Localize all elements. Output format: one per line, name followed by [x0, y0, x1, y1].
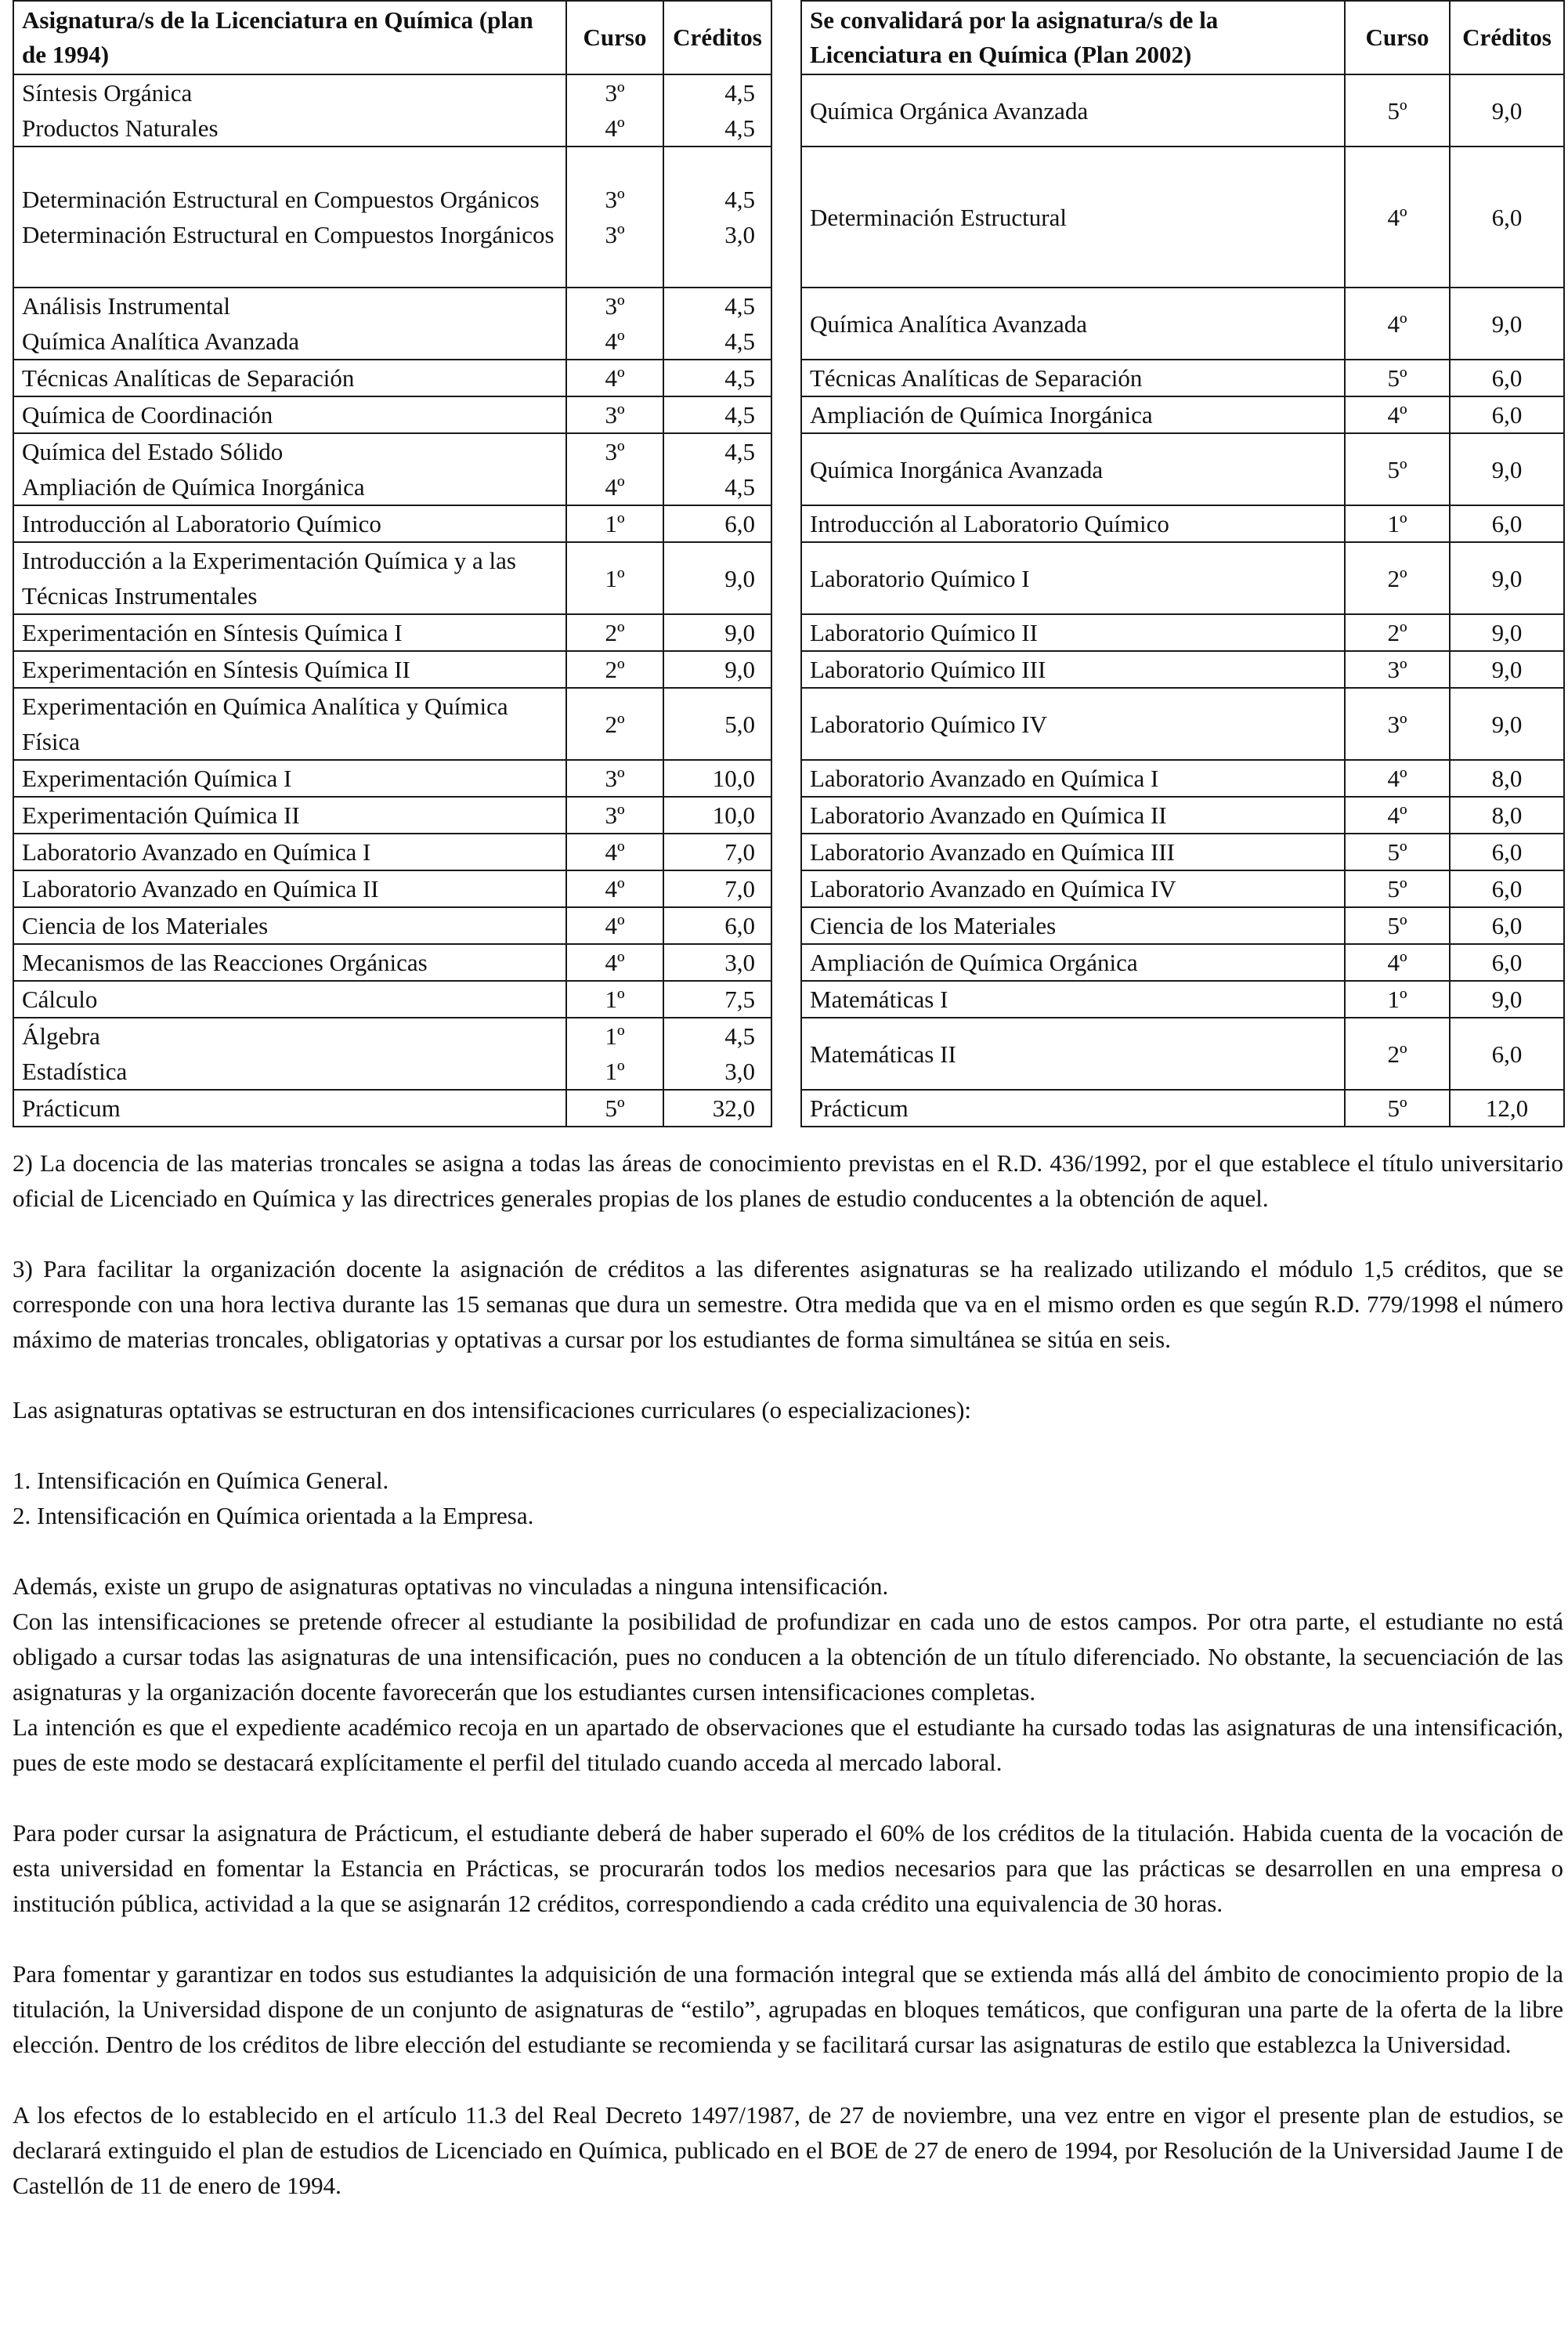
table-row	[13, 1090, 771, 1127]
table-row	[801, 433, 1564, 505]
table-row	[801, 870, 1564, 907]
curso-cell: 4º	[1345, 288, 1450, 360]
curso-line: 1º	[605, 564, 625, 592]
subject-line: Estadística	[22, 1058, 128, 1085]
subject-cell: Laboratorio Químico IV	[801, 688, 1345, 760]
curso-cell: 5º	[1345, 74, 1450, 147]
subject-line: Química de Coordinación	[22, 401, 273, 429]
table-row	[801, 688, 1564, 760]
subject-cell	[13, 614, 566, 651]
subject-line: Prácticum	[22, 1094, 121, 1122]
subject-cell	[13, 834, 566, 870]
subject-cell	[13, 1018, 566, 1090]
creditos-line: 7,0	[724, 875, 755, 903]
curso-line: 1º	[605, 1058, 625, 1085]
subject-cell: Química Inorgánica Avanzada	[801, 433, 1345, 505]
creditos-cell	[663, 396, 771, 433]
creditos-cell	[663, 760, 771, 797]
subject-line: Experimentación Química I	[22, 765, 292, 792]
creditos-cell	[663, 688, 771, 760]
curso-line: 3º	[605, 438, 625, 465]
curso-cell	[566, 688, 663, 760]
curso-line: 1º	[605, 510, 625, 537]
subject-cell	[13, 74, 566, 147]
subject-line: Síntesis Orgánica	[22, 79, 193, 107]
table-row	[13, 1018, 771, 1090]
creditos-line: 10,0	[712, 801, 755, 829]
curso-cell: 5º	[1345, 360, 1450, 396]
table-row	[13, 147, 771, 288]
table-row	[13, 760, 771, 797]
curso-line: 3º	[605, 401, 625, 429]
subject-line: Técnicas Analíticas de Separación	[22, 364, 355, 392]
table-row	[13, 981, 771, 1018]
creditos-cell: 9,0	[1450, 651, 1564, 688]
creditos-cell	[663, 542, 771, 614]
curso-cell	[566, 907, 663, 944]
curso-cell	[566, 614, 663, 651]
curso-line: 2º	[605, 656, 625, 683]
creditos-line: 4,5	[724, 292, 755, 320]
subject-cell	[13, 907, 566, 944]
subject-cell: Ampliación de Química Inorgánica	[801, 396, 1345, 433]
curso-line: 5º	[605, 1094, 625, 1122]
table-row	[13, 944, 771, 981]
curso-cell: 1º	[1345, 505, 1450, 542]
creditos-cell: 8,0	[1450, 797, 1564, 834]
table-row	[13, 688, 771, 760]
subject-cell	[13, 944, 566, 981]
subject-cell: Laboratorio Avanzado en Química II	[801, 797, 1345, 834]
subject-cell: Laboratorio Químico III	[801, 651, 1345, 688]
curso-cell	[566, 360, 663, 396]
creditos-line: 10,0	[712, 765, 755, 792]
creditos-line: 4,5	[724, 438, 755, 465]
curso-line: 4º	[605, 327, 625, 355]
paragraph-creditos: 3) Para facilitar la organización docente la asignación de créditos a las diferentes asignaturas se ha realizado utilizando el módulo 1,5 créditos, que se corresponde con una hora lectiva durante las 15 semanas que dura un semestre. Otra medida que va en el mismo orden es que según R.D. 779/1998 el número máximo de materias troncales, obligatorias y optativas a cursar por los estudiantes de forma simultánea se sitúa en seis.	[13, 1255, 1563, 1353]
curso-line: 4º	[605, 875, 625, 903]
creditos-cell	[663, 834, 771, 870]
creditos-cell: 6,0	[1450, 505, 1564, 542]
curso-line: 2º	[605, 619, 625, 646]
table-row	[801, 944, 1564, 981]
paragraph-extincion: A los efectos de lo establecido en el artículo 11.3 del Real Decreto 1497/1987, de 27 de noviembre, una vez entre en vigor el presente plan de estudios, se declarará extinguido el plan de estudios de Licenciado en Química, publicado en el BOE de 27 de enero de 1994, por Resolución de la Universidad Jaume I de Castellón de 11 de enero de 1994.	[13, 2101, 1563, 2199]
curso-line: 4º	[605, 364, 625, 392]
creditos-cell: 9,0	[1450, 688, 1564, 760]
creditos-cell: 9,0	[1450, 542, 1564, 614]
curso-cell: 5º	[1345, 870, 1450, 907]
subject-line: Mecanismos de las Reacciones Orgánicas	[22, 949, 428, 976]
header-curso: Curso	[566, 1, 663, 74]
creditos-cell: 9,0	[1450, 433, 1564, 505]
creditos-line: 4,5	[724, 114, 755, 142]
table-row	[13, 907, 771, 944]
curso-line: 4º	[605, 912, 625, 939]
convalidation-tables	[13, 0, 1563, 1122]
creditos-line: 5,0	[724, 710, 755, 738]
subject-cell: Ampliación de Química Orgánica	[801, 944, 1345, 981]
subject-cell: Matemáticas I	[801, 981, 1345, 1018]
creditos-cell	[663, 981, 771, 1018]
subject-cell: Laboratorio Avanzado en Química III	[801, 834, 1345, 870]
curso-cell: 4º	[1345, 797, 1450, 834]
subject-cell	[13, 688, 566, 760]
header-creditos: Créditos	[1450, 1, 1564, 74]
subject-line: Laboratorio Avanzado en Química II	[22, 875, 379, 903]
curso-line: 3º	[605, 292, 625, 320]
creditos-cell	[663, 651, 771, 688]
creditos-cell: 6,0	[1450, 944, 1564, 981]
subject-line: Química del Estado Sólido	[22, 438, 284, 465]
creditos-cell: 8,0	[1450, 760, 1564, 797]
subject-line: Experimentación Química II	[22, 801, 300, 829]
subject-line: Ampliación de Química Inorgánica	[22, 473, 365, 501]
creditos-line: 4,5	[724, 473, 755, 501]
subject-cell	[13, 360, 566, 396]
curso-cell: 5º	[1345, 907, 1450, 944]
subject-line: Determinación Estructural en Compuestos Inorgánicos	[22, 221, 555, 248]
subject-line: Productos Naturales	[22, 114, 219, 142]
table-row	[13, 651, 771, 688]
table-row	[801, 834, 1564, 870]
curso-cell: 2º	[1345, 542, 1450, 614]
curso-cell	[566, 542, 663, 614]
table-row	[801, 907, 1564, 944]
curso-cell: 3º	[1345, 688, 1450, 760]
curso-line: 3º	[605, 801, 625, 829]
curso-cell	[566, 147, 663, 288]
creditos-cell	[663, 147, 771, 288]
header-subject: Asignatura/s de la Licenciatura en Química (plan de 1994)	[13, 1, 566, 74]
table-row	[13, 797, 771, 834]
subject-cell: Laboratorio Avanzado en Química IV	[801, 870, 1345, 907]
creditos-line: 4,5	[724, 327, 755, 355]
curso-cell: 2º	[1345, 1018, 1450, 1090]
curso-cell	[566, 505, 663, 542]
paragraph-optativas: Las asignaturas optativas se estructuran en dos intensificaciones curriculares (o especializaciones):	[13, 1396, 972, 1424]
creditos-cell	[663, 614, 771, 651]
creditos-line: 4,5	[724, 186, 755, 213]
curso-cell	[566, 760, 663, 797]
creditos-cell	[663, 288, 771, 360]
table-row	[801, 74, 1564, 147]
list-item: 1. Intensificación en Química General.	[13, 1467, 389, 1494]
curso-cell: 5º	[1345, 834, 1450, 870]
creditos-cell: 6,0	[1450, 147, 1564, 288]
curso-cell: 1º	[1345, 981, 1450, 1018]
subject-line: Cálculo	[22, 986, 98, 1013]
subject-line: Introducción al Laboratorio Químico	[22, 510, 381, 537]
table-row	[13, 360, 771, 396]
curso-cell: 3º	[1345, 651, 1450, 688]
creditos-line: 3,0	[724, 949, 755, 976]
curso-line: 4º	[605, 114, 625, 142]
subject-line: Química Analítica Avanzada	[22, 327, 300, 355]
table-row	[13, 542, 771, 614]
creditos-cell: 6,0	[1450, 907, 1564, 944]
curso-line: 4º	[605, 473, 625, 501]
curso-line: 3º	[605, 765, 625, 792]
curso-line: 1º	[605, 1022, 625, 1050]
subject-cell: Química Analítica Avanzada	[801, 288, 1345, 360]
subject-cell	[13, 288, 566, 360]
table-row	[801, 651, 1564, 688]
subject-cell: Determinación Estructural	[801, 147, 1345, 288]
table-row	[801, 147, 1564, 288]
subject-line: Introducción a la Experimentación Química y a las Técnicas Instrumentales	[22, 547, 516, 610]
curso-line: 1º	[605, 986, 625, 1013]
subject-cell: Técnicas Analíticas de Separación	[801, 360, 1345, 396]
creditos-line: 9,0	[724, 564, 755, 592]
creditos-cell	[663, 74, 771, 147]
curso-line: 4º	[605, 949, 625, 976]
curso-line: 4º	[605, 838, 625, 866]
curso-cell	[566, 797, 663, 834]
creditos-line: 4,5	[724, 401, 755, 429]
curso-cell	[566, 74, 663, 147]
subject-cell	[13, 542, 566, 614]
creditos-cell	[663, 870, 771, 907]
subject-line: Análisis Instrumental	[22, 292, 231, 320]
paragraph-practicum: Para poder cursar la asignatura de Prácticum, el estudiante deberá de haber superado el 60% de los créditos de la titulación. Habida cuenta de la vocación de esta universidad en fomentar la Estancia en Prácticas, se procurarán todos los medios necesarios para que las prácticas se desarrollen en una empresa o institución pública, actividad a la que se asignarán 12 créditos, correspondiendo a cada crédito una equivalencia de 30 horas.	[13, 1819, 1563, 1917]
creditos-cell: 12,0	[1450, 1090, 1564, 1127]
subject-cell	[13, 651, 566, 688]
table-row	[801, 981, 1564, 1018]
table-row	[13, 396, 771, 433]
subject-cell: Introducción al Laboratorio Químico	[801, 505, 1345, 542]
creditos-line: 4,5	[724, 364, 755, 392]
creditos-cell	[663, 360, 771, 396]
table-row	[13, 74, 771, 147]
creditos-cell: 6,0	[1450, 1018, 1564, 1090]
table-row	[13, 834, 771, 870]
paragraph-intensificaciones: Con las intensificaciones se pretende ofrecer al estudiante la posibilidad de profundizar en cada uno de estos campos. Por otra parte, el estudiante no está obligado a cursar todas las asignaturas de una intensificación, pues no conducen a la obtención de un título diferenciado. No obstante, la secuenciación de las asignaturas y la organización docente favorecerán que los estudiantes cursen intensificaciones completas.	[13, 1608, 1563, 1706]
table-row	[13, 870, 771, 907]
table-row	[13, 433, 771, 505]
subject-line: Laboratorio Avanzado en Química I	[22, 838, 371, 866]
subject-cell: Química Orgánica Avanzada	[801, 74, 1345, 147]
subject-line: Ciencia de los Materiales	[22, 912, 269, 939]
subject-cell	[13, 870, 566, 907]
body-text	[13, 1145, 1563, 2238]
creditos-line: 4,5	[724, 1022, 755, 1050]
creditos-cell: 6,0	[1450, 834, 1564, 870]
creditos-cell: 9,0	[1450, 74, 1564, 147]
curso-cell	[566, 288, 663, 360]
creditos-line: 6,0	[724, 510, 755, 537]
creditos-line: 32,0	[712, 1094, 755, 1122]
creditos-cell: 9,0	[1450, 981, 1564, 1018]
curso-line: 3º	[605, 221, 625, 248]
curso-cell: 4º	[1345, 944, 1450, 981]
curso-cell: 2º	[1345, 614, 1450, 651]
header-subject: Se convalidará por la asignatura/s de la Licenciatura en Química (Plan 2002)	[801, 1, 1345, 74]
curso-cell	[566, 1018, 663, 1090]
curso-cell: 4º	[1345, 147, 1450, 288]
table-row	[801, 360, 1564, 396]
creditos-cell: 9,0	[1450, 614, 1564, 651]
table-row	[801, 1018, 1564, 1090]
subject-line: Experimentación en Química Analítica y Química Física	[22, 693, 508, 755]
curso-cell	[566, 834, 663, 870]
list-item: 2. Intensificación en Química orientada a la Empresa.	[13, 1502, 534, 1529]
subject-cell: Laboratorio Químico I	[801, 542, 1345, 614]
subject-line: Experimentación en Síntesis Química II	[22, 656, 410, 683]
creditos-line: 9,0	[724, 656, 755, 683]
table-row	[801, 542, 1564, 614]
curso-line: 2º	[605, 710, 625, 738]
creditos-cell	[663, 505, 771, 542]
creditos-line: 7,5	[724, 986, 755, 1013]
curso-cell	[566, 396, 663, 433]
creditos-cell	[663, 1018, 771, 1090]
subject-cell: Laboratorio Químico II	[801, 614, 1345, 651]
creditos-line: 6,0	[724, 912, 755, 939]
subject-line: Determinación Estructural en Compuestos Orgánicos	[22, 186, 540, 213]
subject-line: Álgebra	[22, 1022, 100, 1050]
curso-cell	[566, 651, 663, 688]
subject-cell	[13, 981, 566, 1018]
subject-cell: Laboratorio Avanzado en Química I	[801, 760, 1345, 797]
subject-cell	[13, 1090, 566, 1127]
subject-cell	[13, 760, 566, 797]
subject-cell	[13, 147, 566, 288]
creditos-line: 4,5	[724, 79, 755, 107]
creditos-line: 9,0	[724, 619, 755, 646]
creditos-cell	[663, 1090, 771, 1127]
creditos-line: 3,0	[724, 221, 755, 248]
table-row	[13, 288, 771, 360]
creditos-line: 7,0	[724, 838, 755, 866]
creditos-cell	[663, 797, 771, 834]
curso-cell: 5º	[1345, 433, 1450, 505]
table-row	[801, 797, 1564, 834]
curso-cell: 4º	[1345, 760, 1450, 797]
header-creditos: Créditos	[663, 1, 771, 74]
creditos-cell: 6,0	[1450, 870, 1564, 907]
creditos-cell	[663, 433, 771, 505]
header-curso: Curso	[1345, 1, 1450, 74]
subject-cell	[13, 505, 566, 542]
paragraph-troncales: 2) La docencia de las materias troncales se asigna a todas las áreas de conocimiento previstas en el R.D. 436/1992, por el que establece el título universitario oficial de Licenciado en Química y las directrices generales propias de los planes de estudio conducentes a la obtención de aquel.	[13, 1149, 1563, 1212]
curso-cell	[566, 433, 663, 505]
table-row	[801, 505, 1564, 542]
table-row	[801, 760, 1564, 797]
table-row	[801, 614, 1564, 651]
curso-cell	[566, 870, 663, 907]
paragraph-no-vinculadas: Además, existe un grupo de asignaturas optativas no vinculadas a ninguna intensificación.	[13, 1572, 889, 1600]
table-row	[13, 505, 771, 542]
subject-cell: Prácticum	[801, 1090, 1345, 1127]
creditos-cell	[663, 907, 771, 944]
table-plan-2002	[800, 0, 1565, 1127]
subject-line: Experimentación en Síntesis Química I	[22, 619, 403, 646]
subject-cell: Matemáticas II	[801, 1018, 1345, 1090]
creditos-cell: 6,0	[1450, 396, 1564, 433]
creditos-cell: 9,0	[1450, 288, 1564, 360]
creditos-cell	[663, 944, 771, 981]
paragraph-expediente: La intención es que el expediente académico recoja en un apartado de observaciones que el estudiante ha cursado todas las asignaturas de una intensificación, pues de este modo se destacará explícitamente el perfil del titulado cuando acceda al mercado laboral.	[13, 1713, 1563, 1776]
subject-cell	[13, 797, 566, 834]
curso-cell: 5º	[1345, 1090, 1450, 1127]
creditos-line: 3,0	[724, 1058, 755, 1085]
subject-cell	[13, 396, 566, 433]
table-row	[801, 396, 1564, 433]
curso-cell	[566, 1090, 663, 1127]
table-row	[13, 614, 771, 651]
table-row	[801, 1090, 1564, 1127]
curso-cell	[566, 944, 663, 981]
subject-cell	[13, 433, 566, 505]
curso-line: 3º	[605, 186, 625, 213]
table-plan-1994	[13, 0, 772, 1127]
subject-cell: Ciencia de los Materiales	[801, 907, 1345, 944]
paragraph-estilo: Para fomentar y garantizar en todos sus estudiantes la adquisición de una formación integral que se extienda más allá del ámbito de conocimiento propio de la titulación, la Universidad dispone de un conjunto de asignaturas de “estilo”, agrupadas en bloques temáticos, que configuran una parte de la oferta de la libre elección. Dentro de los créditos de libre elección del estudiante se recomienda y se facilitará cursar las asignaturas de estilo que establezca la Universidad.	[13, 1960, 1563, 2058]
curso-cell	[566, 981, 663, 1018]
curso-cell: 4º	[1345, 396, 1450, 433]
table-row	[801, 288, 1564, 360]
creditos-cell: 6,0	[1450, 360, 1564, 396]
curso-line: 3º	[605, 79, 625, 107]
